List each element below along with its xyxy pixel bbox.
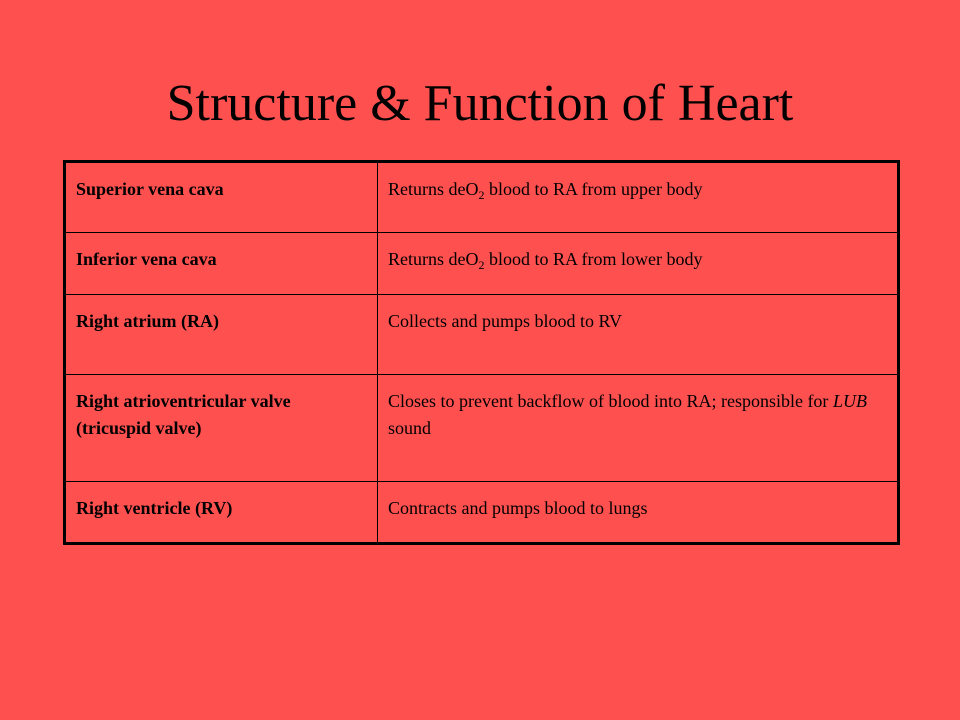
function-text: sound [388, 418, 432, 438]
table-row [65, 482, 899, 544]
function-cell [378, 162, 899, 233]
function-text: Returns deO [388, 179, 479, 199]
function-text: blood to RA from lower body [484, 249, 703, 269]
table-row [65, 162, 899, 233]
function-cell: Contracts and pumps blood to lungs [378, 482, 899, 544]
function-cell [378, 233, 899, 295]
function-text: blood to RA from upper body [484, 179, 703, 199]
oxygen-subscript: 2 [478, 258, 485, 272]
table-row [65, 375, 899, 482]
structure-cell: Right ventricle (RV) [65, 482, 378, 544]
table-row [65, 295, 899, 375]
table-row [65, 233, 899, 295]
structure-cell: Inferior vena cava [65, 233, 378, 295]
function-cell [378, 375, 899, 482]
lub-emphasis: LUB [832, 391, 867, 411]
structure-cell: Superior vena cava [65, 162, 378, 233]
structure-cell: Right atrioventricular valve (tricuspid valve) [65, 375, 378, 482]
structure-cell: Right atrium (RA) [65, 295, 378, 375]
oxygen-subscript: 2 [478, 188, 485, 202]
function-text: Returns deO [388, 249, 479, 269]
function-text: Closes to prevent backflow of blood into RA; responsible for [388, 391, 833, 411]
function-cell: Collects and pumps blood to RV [378, 295, 899, 375]
heart-structure-table [63, 160, 900, 545]
slide-title: Structure & Function of Heart [166, 75, 794, 132]
